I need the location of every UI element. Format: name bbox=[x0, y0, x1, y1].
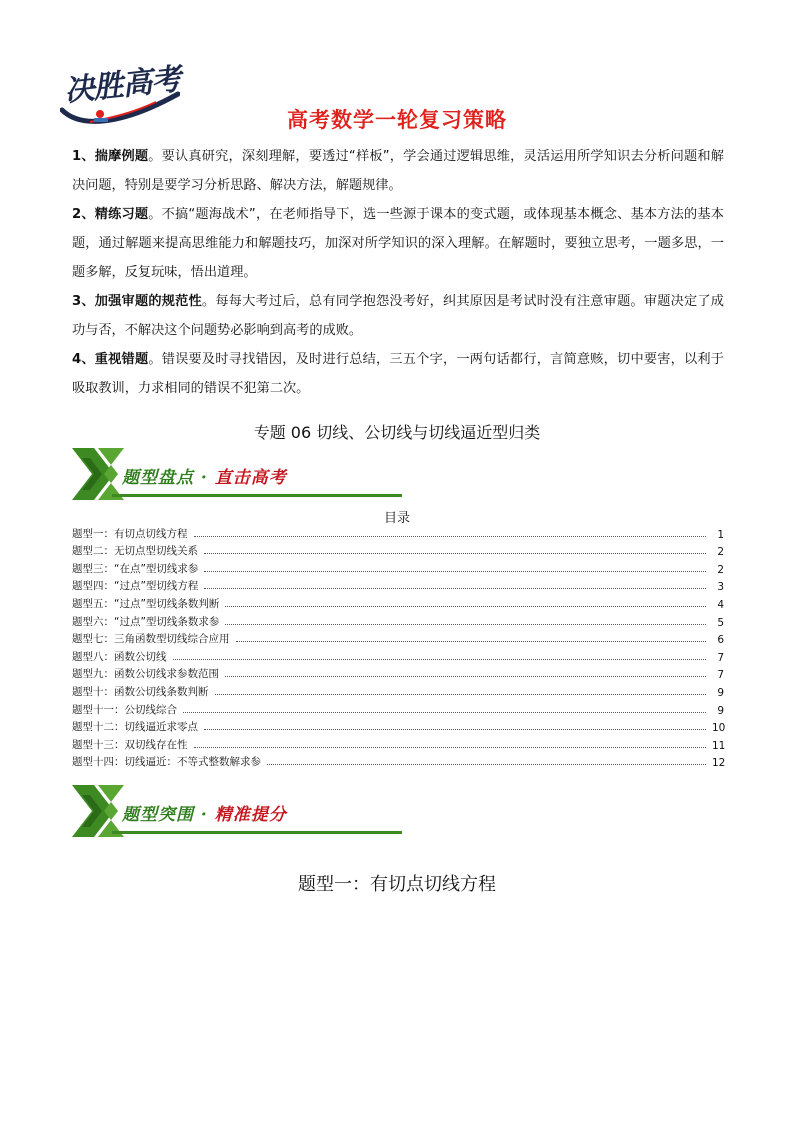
banner-label-dot: · bbox=[200, 468, 208, 488]
toc-item-label: 题型十四：切线逼近：不等式整数解求参 bbox=[72, 756, 261, 769]
toc-item-label: 题型十：函数公切线条数判断 bbox=[72, 685, 209, 698]
banner-label-right: 精准提分 bbox=[214, 805, 287, 825]
toc-leader bbox=[173, 659, 707, 660]
toc-item-label: 题型三：“在点”型切线求参 bbox=[72, 562, 199, 575]
toc-item-page: 3 bbox=[717, 581, 724, 594]
toc-item[interactable] bbox=[72, 576, 724, 594]
toc-item-page: 6 bbox=[717, 634, 724, 647]
toc-item[interactable] bbox=[72, 629, 724, 647]
toc-item-page: 10 bbox=[712, 722, 726, 735]
toc-item-page: 11 bbox=[712, 739, 726, 752]
strategy-text: 。不搞“题海战术”，在老师指导下，选一些源于课本的变式题，或体现基本概念、基本方法的基本题，通过解题来提高思维能力和解题技巧，加深对所学知识的深入理解。在解题时，要独立思考，一题多思，一题多解，反复玩味，悟出道理。 bbox=[72, 207, 724, 280]
toc-item-label: 题型一：有切点切线方程 bbox=[72, 527, 188, 540]
strategy-heading: 2、精练习题 bbox=[72, 207, 149, 222]
toc-leader bbox=[225, 606, 706, 607]
toc-list bbox=[72, 523, 724, 769]
toc-item-label: 题型十二：切线逼近求零点 bbox=[72, 721, 198, 734]
toc-item[interactable] bbox=[72, 699, 724, 717]
toc-item[interactable] bbox=[72, 646, 724, 664]
toc-leader bbox=[194, 747, 707, 748]
toc-item-page: 12 bbox=[712, 757, 726, 770]
toc-item[interactable] bbox=[72, 558, 724, 576]
toc-leader bbox=[204, 729, 706, 730]
strategy-heading: 4、重视错题 bbox=[72, 352, 149, 367]
banner-breakthrough bbox=[72, 785, 402, 841]
toc-item-page: 5 bbox=[717, 616, 724, 629]
toc-leader bbox=[225, 624, 706, 625]
toc-item-label: 题型十三：双切线存在性 bbox=[72, 738, 188, 751]
toc-item-label: 题型五：“过点”型切线条数判断 bbox=[72, 597, 220, 610]
toc-item[interactable] bbox=[72, 681, 724, 699]
toc-leader bbox=[204, 553, 706, 554]
toc-leader bbox=[236, 641, 707, 642]
strategy-heading: 3、加强审题的规范性 bbox=[72, 294, 202, 309]
toc-leader bbox=[204, 571, 706, 572]
strategy-list bbox=[72, 142, 724, 403]
topic-title: 专题 06 切线、公切线与切线逼近型归类 bbox=[253, 423, 541, 442]
strategy-item bbox=[72, 142, 724, 200]
main-title: 高考数学一轮复习策略 bbox=[287, 108, 507, 132]
toc-item[interactable] bbox=[72, 752, 724, 770]
toc-leader bbox=[204, 588, 706, 589]
banner-label-left: 题型盘点 bbox=[122, 468, 194, 488]
toc-item[interactable] bbox=[72, 523, 724, 541]
strategy-text: 。要认真研究，深刻理解，要透过“样板”，学会通过逻辑思维，灵活运用所学知识去分析问题和解决问题，特别是要学习分析思路、解决方法，解题规律。 bbox=[72, 149, 724, 193]
toc-item-page: 4 bbox=[717, 598, 724, 611]
toc-leader bbox=[225, 676, 706, 677]
banner-label-right: 直击高考 bbox=[214, 468, 287, 488]
toc-item-page: 7 bbox=[717, 651, 724, 664]
strategy-item bbox=[72, 345, 724, 403]
toc-item[interactable] bbox=[72, 593, 724, 611]
toc-item-label: 题型十一：公切线综合 bbox=[72, 703, 177, 716]
toc-item-label: 题型七：三角函数型切线综合应用 bbox=[72, 633, 230, 646]
toc-item-page: 1 bbox=[717, 528, 724, 541]
toc-leader bbox=[215, 694, 707, 695]
strategy-item bbox=[72, 200, 724, 287]
toc-item-page: 2 bbox=[717, 546, 724, 559]
banner-label-left: 题型突围 bbox=[122, 805, 194, 825]
banner-label-dot: · bbox=[200, 805, 208, 825]
toc-leader bbox=[194, 536, 707, 537]
toc-item-page: 2 bbox=[717, 563, 724, 576]
strategy-item bbox=[72, 287, 724, 345]
toc-item-page: 9 bbox=[717, 686, 724, 699]
toc-leader bbox=[183, 712, 706, 713]
banner-overview bbox=[72, 448, 402, 504]
toc-item-page: 7 bbox=[717, 669, 724, 682]
toc-item-label: 题型四：“过点”型切线方程 bbox=[72, 580, 199, 593]
section-title: 题型一：有切点切线方程 bbox=[298, 874, 496, 895]
toc-item[interactable] bbox=[72, 611, 724, 629]
toc-item-label: 题型六：“过点”型切线条数求参 bbox=[72, 615, 220, 628]
strategy-text: 。每每大考过后，总有同学抱怨没考好，纠其原因是考试时没有注意审题。审题决定了成功与否，不解决这个问题势必影响到高考的成败。 bbox=[72, 294, 724, 338]
toc-item-label: 题型九：函数公切线求参数范围 bbox=[72, 668, 219, 681]
banner-label bbox=[122, 463, 287, 488]
strategy-text: 。错误要及时寻找错因，及时进行总结，三五个字，一两句话都行，言简意赅，切中要害，以利于吸取教训，力求相同的错误不犯第二次。 bbox=[72, 352, 724, 396]
toc-item[interactable] bbox=[72, 664, 724, 682]
toc-item-page: 9 bbox=[717, 704, 724, 717]
toc-item[interactable] bbox=[72, 717, 724, 735]
strategy-heading: 1、揣摩例题 bbox=[72, 149, 149, 164]
toc-item-label: 题型八：函数公切线 bbox=[72, 650, 167, 663]
banner-label bbox=[122, 800, 287, 825]
toc-leader bbox=[267, 764, 706, 765]
toc-item[interactable] bbox=[72, 541, 724, 559]
toc-item[interactable] bbox=[72, 734, 724, 752]
toc-title: 目录 bbox=[383, 511, 410, 526]
logo-text: 决胜高考 bbox=[62, 62, 182, 109]
toc-item-label: 题型二：无切点型切线关系 bbox=[72, 545, 198, 558]
